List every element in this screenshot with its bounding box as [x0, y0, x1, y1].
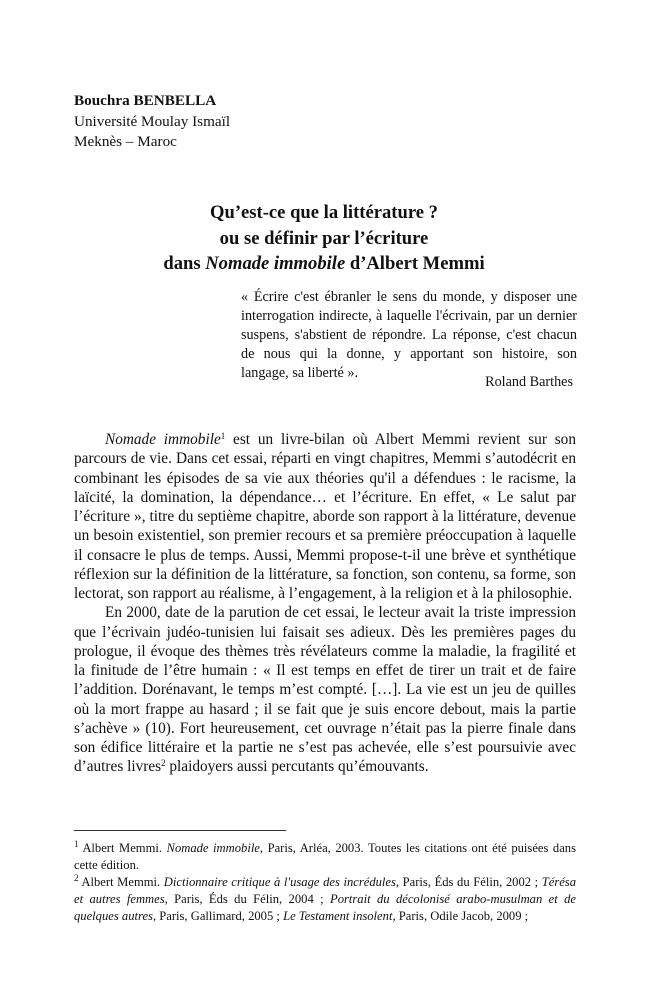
footnote-2-text-c: , Paris, Éds du Félin, 2004 ;: [164, 892, 331, 906]
footnote-2-text-e: , Paris, Odile Jacob, 2009 ;: [392, 909, 529, 923]
author-name: Bouchra BENBELLA: [74, 92, 217, 109]
article-body: [74, 430, 576, 777]
author-block: [74, 91, 230, 153]
footnote-2-text-d: , Paris, Gallimard, 2005 ;: [152, 909, 284, 923]
footnote-1-text-b: , Paris, Arléa, 2003. Toutes les citations ont été puisées dans cette édition.: [74, 841, 577, 872]
footnote-1-text-a: Albert Memmi.: [78, 841, 167, 855]
epigraph-author: Roland Barthes: [485, 374, 573, 390]
footnote-divider: [74, 830, 286, 831]
title-line-3-suffix: d’Albert Memmi: [345, 253, 485, 274]
footnote-2-title-3: Portrait du décolonisé arabo-musulman et de quelques autres: [74, 892, 576, 923]
footnote-1-title: Nomade immobile: [166, 841, 260, 855]
paragraph-2-text-a: En 2000, date de la parution de cet essai, le lecteur avait la triste impression que l’écrivain judéo-tunisien lui faisait ses adieux. Dès les premières pages du prologue, il évoque des thèmes très révélateurs comme la maladie, la fragilité et la finitude de l’être humain : « Il est temps en effet de tirer un trait et de faire l’addition. Dorénavant, le temps m’est compté. […]. La vie est un jeu de quilles où la mort frappe au hasard ; il se fait que je suis encore debout, mais la partie s’achève » (10). Fort heureusement, cet ouvrage n’était pas la pierre finale dans son édifice littéraire et la partie ne s’est pas achevée, elle s’est poursuivie avec d’autres livres: [74, 604, 576, 776]
book-title-italic: Nomade immobile: [105, 431, 221, 448]
title-book-name: Nomade immobile: [205, 253, 346, 274]
author-location: Meknès – Maroc: [74, 133, 177, 150]
title-line-3: [74, 251, 574, 277]
article-title: [74, 200, 574, 277]
footnote-ref-1[interactable]: 1: [220, 431, 226, 441]
footnote-2-text-a: Albert Memmi.: [78, 875, 164, 889]
body-paragraph-2: [74, 603, 576, 776]
paragraph-1-text: est un livre-bilan où Albert Memmi revient sur son parcours de vie. Dans cet essai, réparti en vingt chapitres, Memmi s’autodécrit en combinant les épisodes de sa vie aux théories qu'il a défendues : le racisme, la laïcité, la domination, la dépendance… et l’écriture. En effet, « Le salut par l’écriture », titre du septième chapitre, aborde son rapport à la littérature, devenue un besoin existentiel, son premier recours et sa première préoccupation à laquelle il consacre le plus de temps. Aussi, Memmi propose-t-il une brève et synthétique réflexion sur la définition de la littérature, sa fonction, son contenu, sa forme, son lectorat, son rapport au réalisme, à l’engagement, à la religion et à la philosophie.: [74, 431, 576, 602]
body-paragraph-1: [74, 430, 576, 603]
footnote-2-text-b: , Paris, Éds du Félin, 2002 ;: [395, 875, 542, 889]
footnotes: [74, 840, 576, 925]
title-line-2: ou se définir par l’écriture: [219, 227, 429, 249]
author-affiliation: Université Moulay Ismaïl: [74, 112, 231, 130]
footnote-2-title-4: Le Testament insolent: [283, 909, 393, 923]
paragraph-2-text-b: plaidoyers aussi percutants qu’émouvants.: [165, 758, 429, 776]
footnote-1: [74, 840, 576, 874]
footnote-2: [74, 874, 576, 925]
title-line-1: Qu’est-ce que la littérature ?: [210, 202, 438, 223]
footnote-ref-2[interactable]: 2: [161, 758, 166, 769]
title-line-3-prefix: dans: [163, 253, 206, 274]
footnote-2-number: 2: [74, 873, 79, 883]
epigraph-quote: « Écrire c'est ébranler le sens du monde, y disposer une interrogation indirecte, à laquelle l'écrivain, par un dernier suspens, s'abstient de répondre. La réponse, c'est chacun de nous qui la donne, y apportant son histoire, son langage, sa liberté ».: [241, 289, 577, 381]
footnote-2-title-2: Térésa et autres femmes: [74, 875, 577, 906]
footnote-1-number: 1: [74, 839, 79, 849]
footnote-2-title-1: Dictionnaire critique à l'usage des incrédules: [163, 875, 396, 889]
